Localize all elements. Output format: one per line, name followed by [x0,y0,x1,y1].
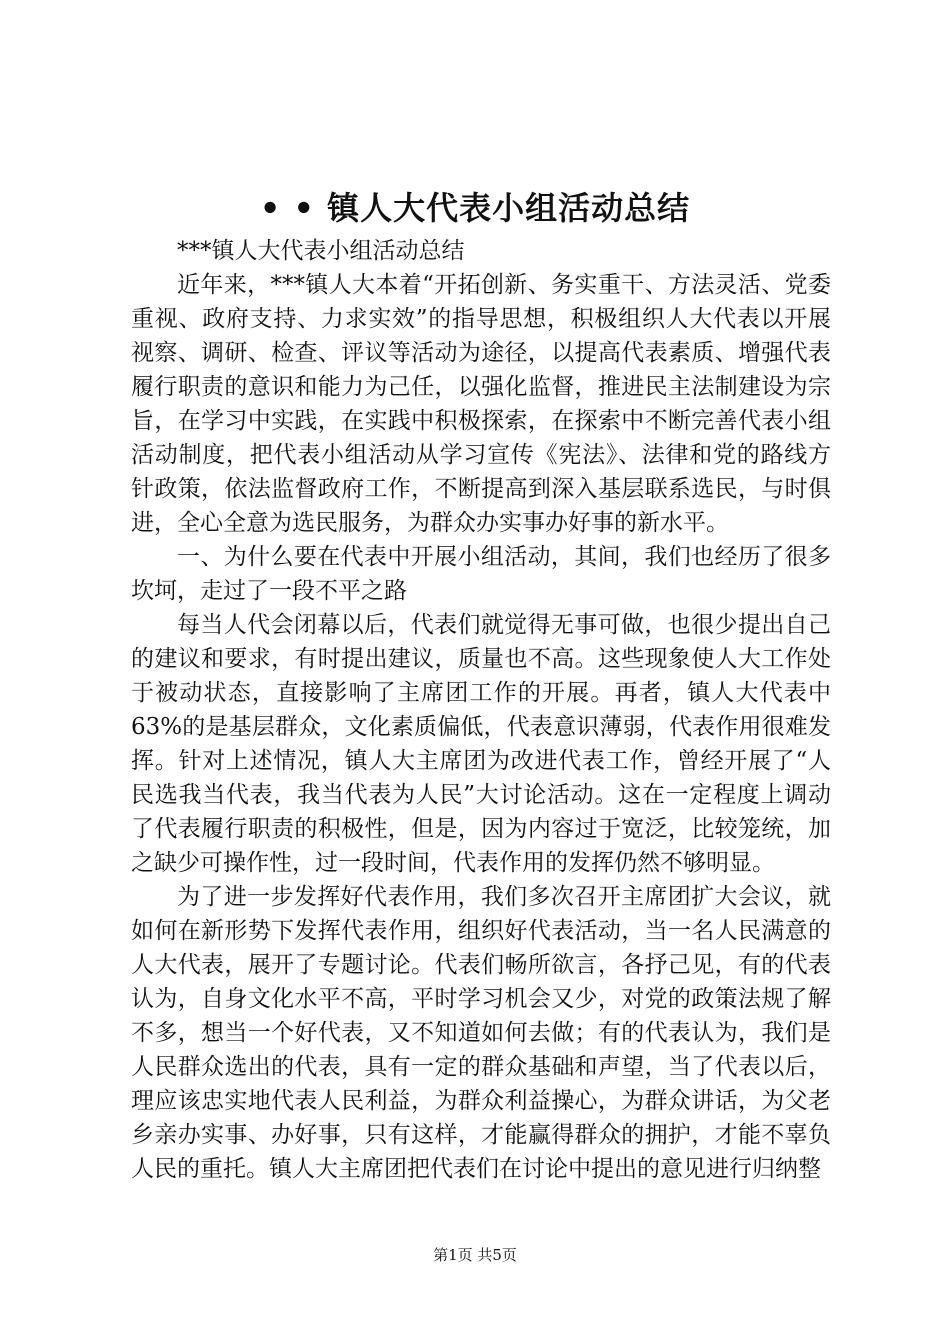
body-paragraph: 每当人代会闭幕以后，代表们就觉得无事可做，也很少提出自己的建议和要求，有时提出建议，质量也不高。这些现象使人大工作处于被动状态，直接影响了主席团工作的开展。再者，镇人大代表中63%的是基层群众，文化素质偏低，代表意识薄弱，代表作用很难发挥。针对上述情况，镇人大主席团为改进代表工作，曾经开展了“人民选我当代表，我当代表为人民”大讨论活动。这在一定程度上调动了代表履行职责的积极性，但是，因为内容过于宽泛，比较笼统，加之缺少可操作性，过一段时间，代表作用的发挥仍然不够明显。 [131,612,831,876]
subtitle-paragraph: ***镇人大代表小组活动总结 [177,238,465,264]
document-title: • • 镇人大代表小组活动总结 [259,189,691,227]
document-body [131,234,831,1186]
page-number-footer: 第1页 共5页 [433,1246,517,1264]
section-heading-paragraph: 一、为什么要在代表中开展小组活动，其间，我们也经历了很多坎坷，走过了一段不平之路 [131,544,831,604]
intro-paragraph: 近年来，***镇人大本着“开拓创新、务实重干、方法灵活、党委重视、政府支持、力求实效”的指导思想，积极组织人大代表以开展视察、调研、检查、评议等活动为途径，以提高代表素质、增强代表履行职责的意识和能力为己任，以强化监督，推进民主法制建设为宗旨，在学习中实践，在实践中积极探索，在探索中不断完善代表小组活动制度，把代表小组活动从学习宣传《宪法》、法律和党的路线方针政策，依法监督政府工作，不断提高到深入基层联系选民，与时俱进，全心全意为选民服务，为群众办实事办好事的新水平。 [131,272,831,536]
body-paragraph: 为了进一步发挥好代表作用，我们多次召开主席团扩大会议，就如何在新形势下发挥代表作用，组织好代表活动，当一名人民满意的人大代表，展开了专题讨论。代表们畅所欲言，各抒己见，有的代表认为，自身文化水平不高，平时学习机会又少，对党的政策法规了解不多，想当一个好代表，又不知道如何去做；有的代表认为，我们是人民群众选出的代表，具有一定的群众基础和声望，当了代表以后，理应该忠实地代表人民利益，为群众利益操心，为群众讲话，为父老乡亲办实事、办好事，只有这样，才能赢得群众的拥护，才能不辜负人民的重托。镇人大主席团把代表们在讨论中提出的意见进行归纳整 [131,884,831,1182]
